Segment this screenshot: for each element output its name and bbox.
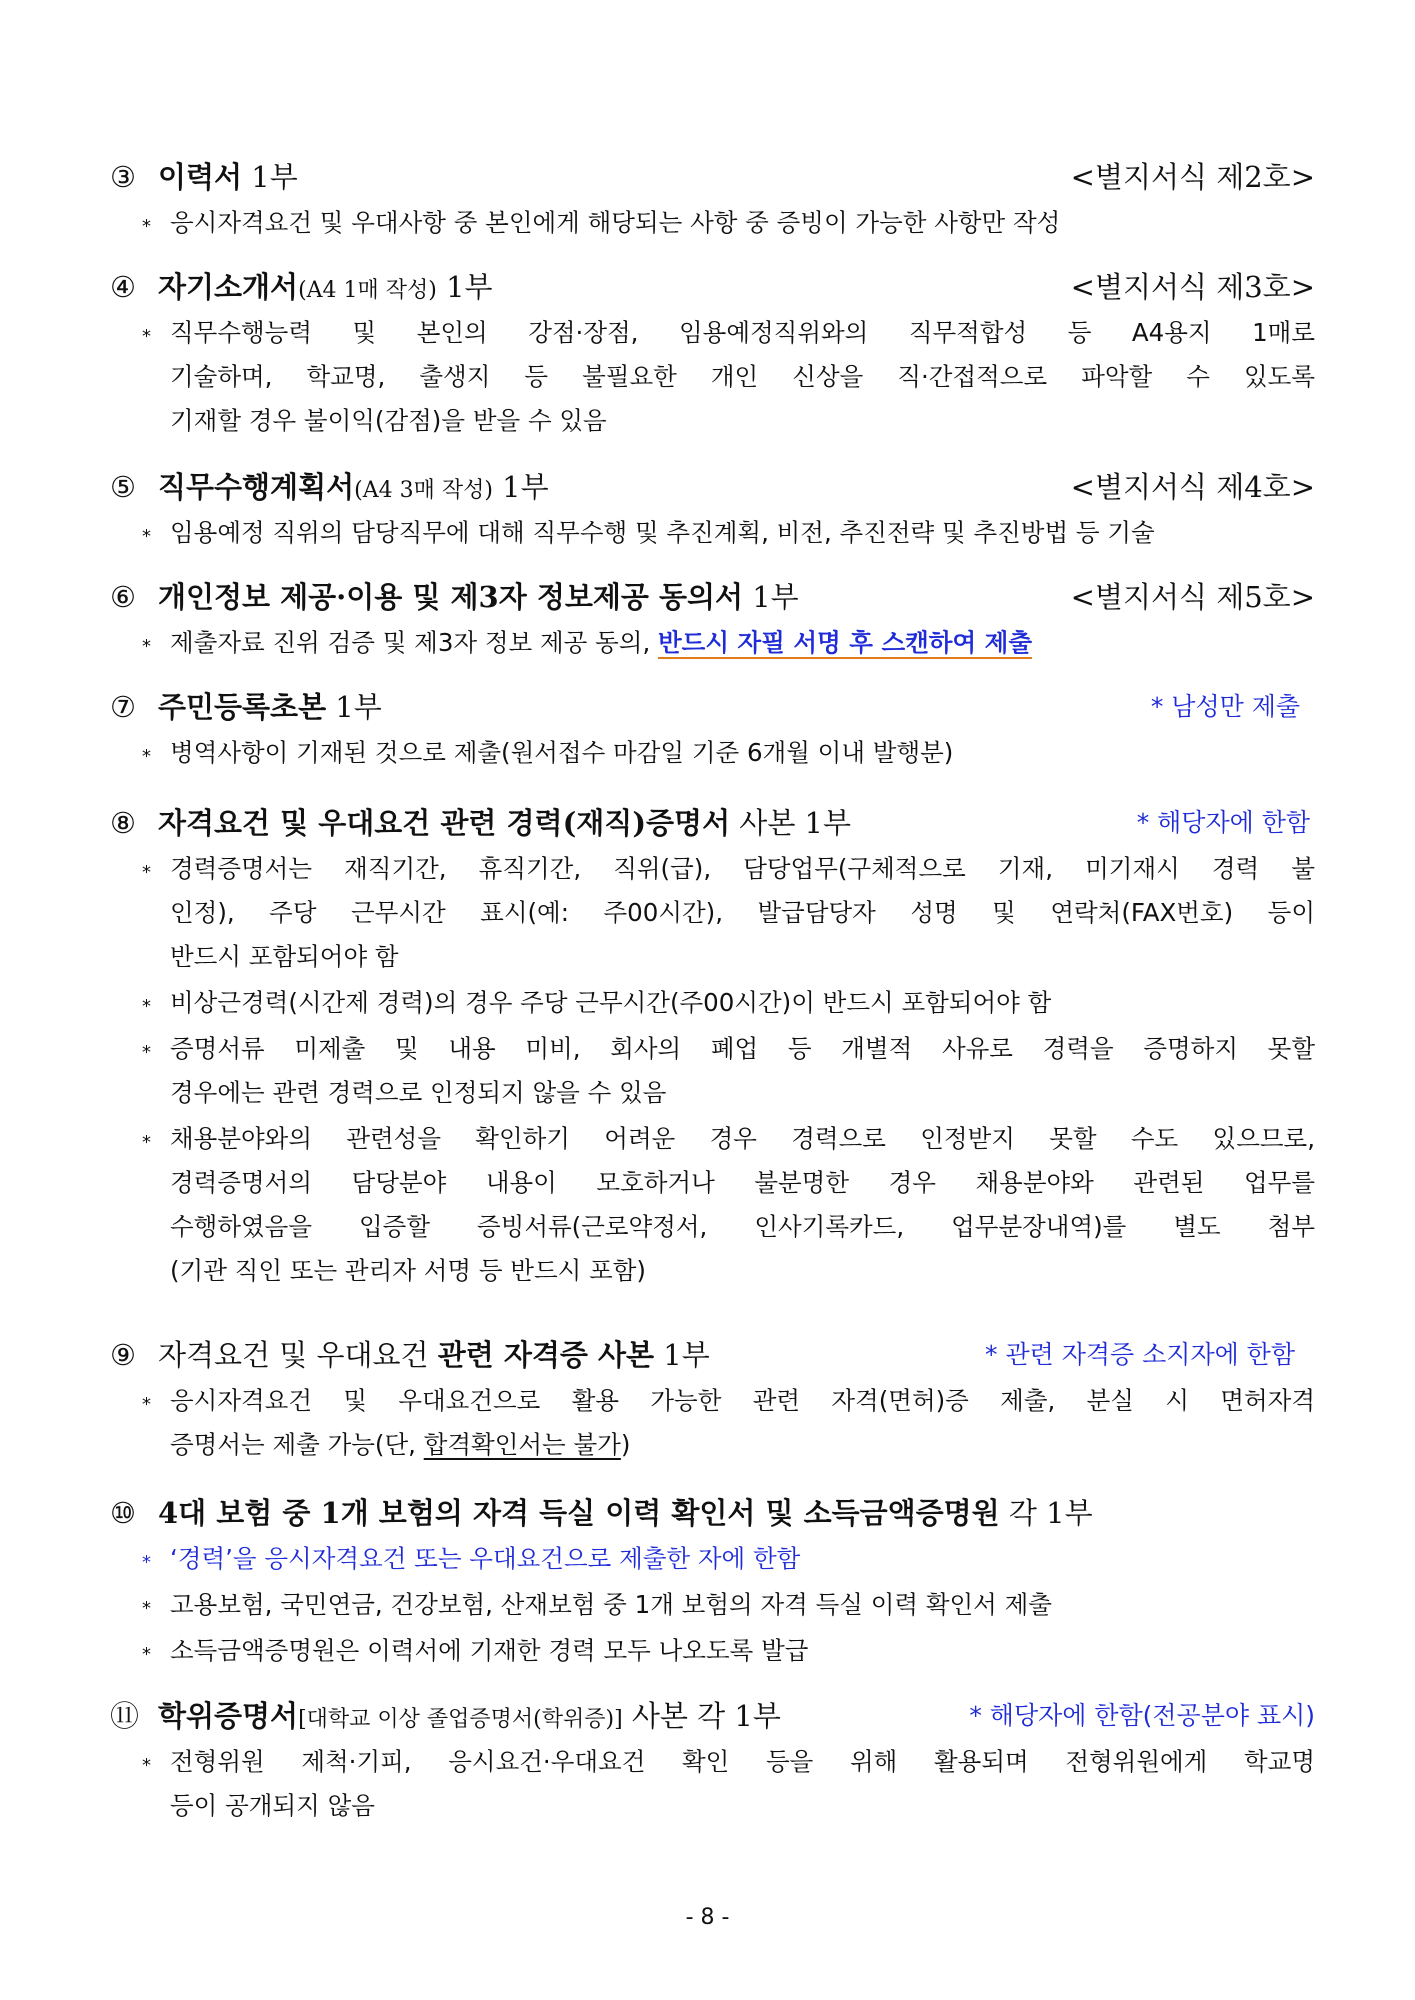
item-title: 관련 자격증 사본 [437,1338,655,1372]
item-5 [110,465,1315,555]
item-heading [110,1694,1315,1738]
item-quantity: 사본 1부 [730,806,852,840]
item-8 [110,801,1315,1293]
item-subnote: [대학교 이상 졸업증명서(학위증)] [298,1707,623,1732]
item-subnote: (A4 3매 작성) [354,478,493,503]
bullet: * 병역사항이 기재된 것으로 제출(원서접수 마감일 기준 6개월 이내 발행분) [110,731,1315,775]
item-number: ⑧ [110,806,136,840]
item-number: ⑦ [110,690,136,724]
bullet: * ‘경력’을 응시자격요건 또는 우대요건으로 제출한 자에 한함 [110,1537,1315,1581]
bullet: * 제출자료 진위 검증 및 제3자 정보 제공 동의, 반드시 자필 서명 후 스캔하여 제출 [110,621,1315,665]
item-title: 개인정보 제공·이용 및 제3자 정보제공 동의서 [158,580,744,614]
bullet: * 경력증명서는 재직기간, 휴직기간, 직위(급), 담당업무(구체적으로 기재, 미기재시 경력 불 인정), 주당 근무시간 표시(예: 주00시간), 발급담당자 성명 및 연락처(FAX번호) 등이 반드시 포함되어야 함 [110,847,1315,979]
item-title: 이력서 [158,160,243,194]
item-note: * 남성만 제출 [1150,692,1300,721]
item-9 [110,1333,1315,1467]
item-heading [110,685,1315,729]
form-reference: <별지서식 제2호> [1070,160,1315,194]
item-note: * 해당자에 한함(전공분야 표시) [969,1701,1315,1730]
item-heading: ⑨ 자격요건 및 우대요건 관련 자격증 사본 1부 * 관련 자격증 소지자에 한함 [110,1333,1315,1377]
item-6 [110,575,1315,665]
item-quantity: 1부 [492,470,549,504]
item-number: ⑥ [110,580,136,614]
item-heading [110,1491,1315,1535]
bullet: * 응시자격요건 및 우대사항 중 본인에게 해당되는 사항 중 증빙이 가능한 사항만 작성 [110,201,1315,245]
item-title: 4대 보험 중 1개 보험의 자격 득실 이력 확인서 및 소득금액증명원 [158,1496,1000,1530]
bullet: * 전형위원 제척·기피, 응시요건·우대요건 확인 등을 위해 활용되며 전형위원에게 학교명 등이 공개되지 않음 [110,1740,1315,1828]
form-reference: <별지서식 제3호> [1070,270,1315,304]
item-7 [110,685,1315,775]
item-title: 주민등록초본 [158,690,327,724]
item-3 [110,155,1315,245]
item-heading [110,155,1315,199]
bullet: * 채용분야와의 관련성을 확인하기 어려운 경우 경력으로 인정받지 못할 수도 있으므로, 경력증명서의 담당분야 내용이 모호하거나 불분명한 경우 채용분야와 관련된 업무를 수행하였음을 입증할 증빙서류(근로약정서, 인사기록카드, 업무분장내역)를 별도 첨부 (기관 직인 또는 관리자 서명 등 반드시 포함) [110,1117,1315,1293]
item-note: * 해당자에 한함 [1136,808,1310,837]
item-title: 자기소개서 [158,270,299,304]
item-quantity: 각 1부 [999,1496,1093,1530]
item-10 [110,1491,1315,1673]
item-number: ④ [110,270,136,304]
item-11 [110,1694,1315,1828]
bullet: * 고용보험, 국민연금, 건강보험, 산재보험 중 1개 보험의 자격 득실 이력 확인서 제출 [110,1583,1315,1627]
page-number: - 8 - [685,1905,730,1930]
item-quantity: 사본 각 1부 [622,1699,781,1733]
bullet: * 비상근경력(시간제 경력)의 경우 주당 근무시간(주00시간)이 반드시 포함되어야 함 [110,981,1315,1025]
item-quantity: 1부 [436,270,493,304]
item-title: 직무수행계획서 [158,470,355,504]
item-heading [110,265,1315,309]
item-number: ⑨ [110,1338,136,1372]
item-note: * 관련 자격증 소지자에 한함 [985,1340,1295,1369]
item-number: ⑪ [110,1699,140,1733]
form-reference: <별지서식 제5호> [1070,580,1315,614]
item-4 [110,265,1315,443]
bullet: * 소득금액증명원은 이력서에 기재한 경력 모두 나오도록 발급 [110,1629,1315,1673]
item-quantity: 1부 [654,1338,710,1372]
item-quantity: 1부 [743,580,799,614]
item-subnote: (A4 1매 작성) [298,278,437,303]
item-quantity: 1부 [326,690,382,724]
bullet: * 응시자격요건 및 우대요건으로 활용 가능한 관련 자격(면허)증 제출, 분실 시 면허자격 증명서는 제출 가능(단, 합격확인서는 불가) [110,1379,1315,1467]
item-title: 자격요건 및 우대요건 관련 경력(재직)증명서 [158,806,731,840]
item-heading [110,575,1315,619]
item-quantity: 1부 [242,160,298,194]
item-number: ③ [110,160,136,194]
bullet: * 증명서류 미제출 및 내용 미비, 회사의 폐업 등 개별적 사유로 경력을 증명하지 못할 경우에는 관련 경력으로 인정되지 않을 수 있음 [110,1027,1315,1115]
item-number: ⑩ [110,1496,136,1530]
item-title: 학위증명서 [158,1699,299,1733]
form-reference: <별지서식 제4호> [1070,470,1315,504]
item-heading [110,465,1315,509]
highlight-text: 반드시 자필 서명 후 스캔하여 제출 [658,628,1032,657]
item-heading [110,801,1315,845]
item-number: ⑤ [110,470,136,504]
bullet: * 임용예정 직위의 담당직무에 대해 직무수행 및 추진계획, 비전, 추진전략 및 추진방법 등 기술 [110,511,1315,555]
bullet: * 직무수행능력 및 본인의 강점·장점, 임용예정직위와의 직무적합성 등 A4용지 1매로 기술하며, 학교명, 출생지 등 불필요한 개인 신상을 직·간접적으로 파악할 수 있도록 기재할 경우 불이익(감점)을 받을 수 있음 [110,311,1315,443]
